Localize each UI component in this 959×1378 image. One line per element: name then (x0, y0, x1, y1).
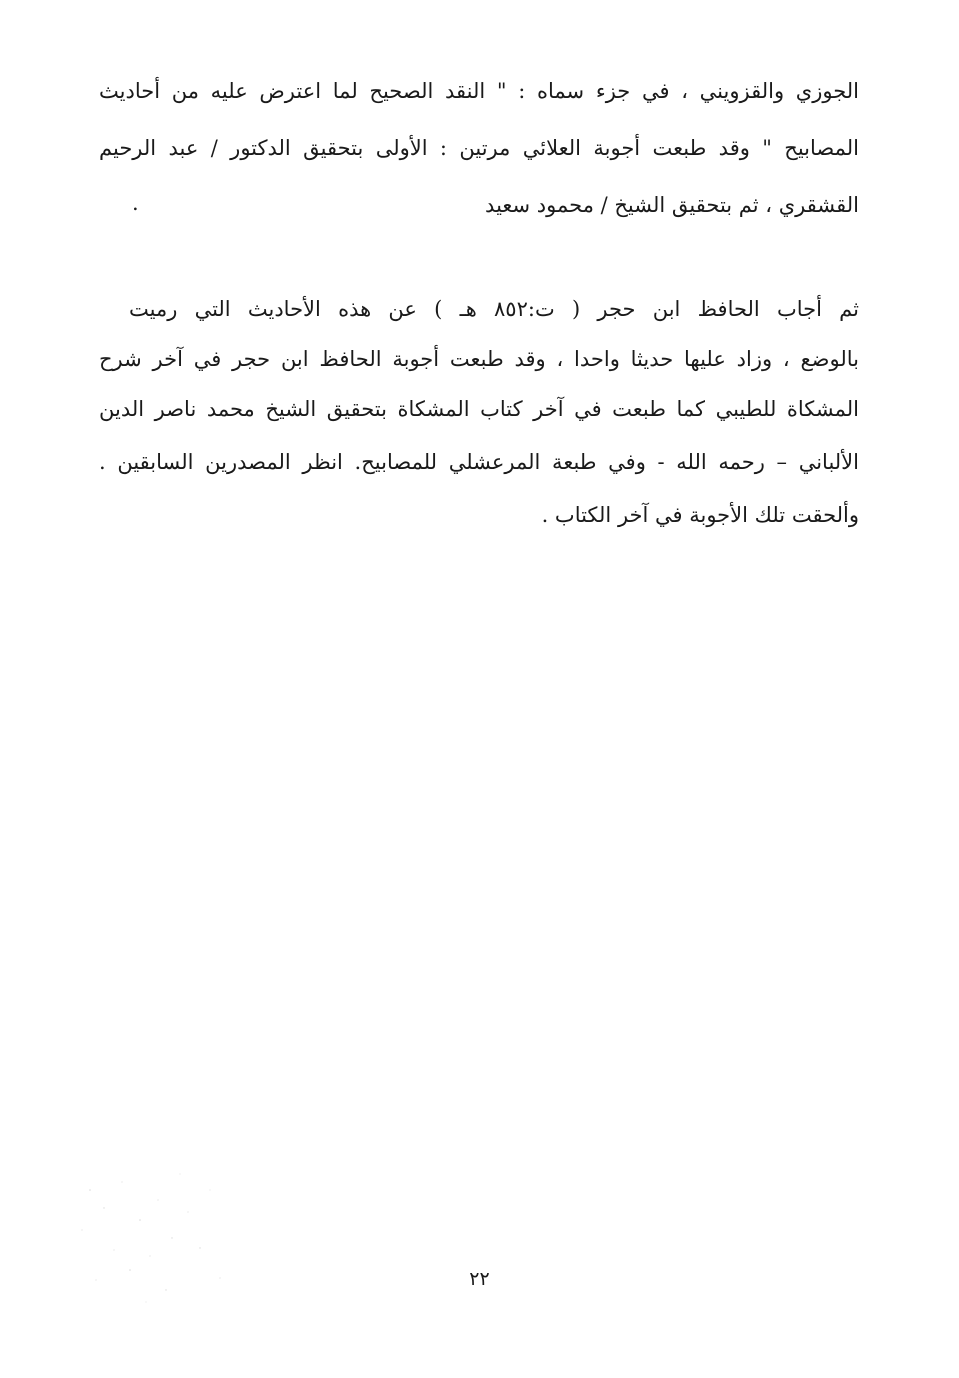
paragraph-1-trailing-dot: . (132, 191, 139, 215)
paragraph-1-line-3: القشقري ، ثم بتحقيق الشيخ / محمود سعيد (485, 193, 859, 217)
paragraph-2-line-3: المشكاة للطيبي كما طبعت في آخر كتاب المشكاة بتحقيق الشيخ محمد ناصر الدين (99, 397, 859, 421)
paragraph-2-line-4: الألباني – رحمه الله - وفي طبعة المرعشلي للمصابيح. انظر المصدرين السابقين . (99, 450, 859, 474)
paragraph-2-line-1: ثم أجاب الحافظ ابن حجر ( ت:٨٥٢ هـ ) عن هذه الأحاديث التي رميت (129, 297, 859, 321)
paragraph-1-line-2: المصابيح " وقد طبعت أجوبة العلائي مرتين : الأولى بتحقيق الدكتور / عبد الرحيم (99, 136, 859, 160)
paragraph-1-line-1: الجوزي والقزويني ، في جزء سماه : " النقد الصحيح لما اعترض عليه من أحاديث (99, 79, 859, 103)
paragraph-2-line-5: وألحقت تلك الأجوبة في آخر الكتاب . (541, 503, 859, 527)
scan-noise-decoration (70, 1160, 250, 1320)
paragraph-2-line-2: بالوضع ، وزاد عليها حديثا واحدا ، وقد طبعت أجوبة الحافظ ابن حجر في آخر شرح (99, 347, 859, 371)
page-number: ٢٢ (469, 1268, 490, 1290)
